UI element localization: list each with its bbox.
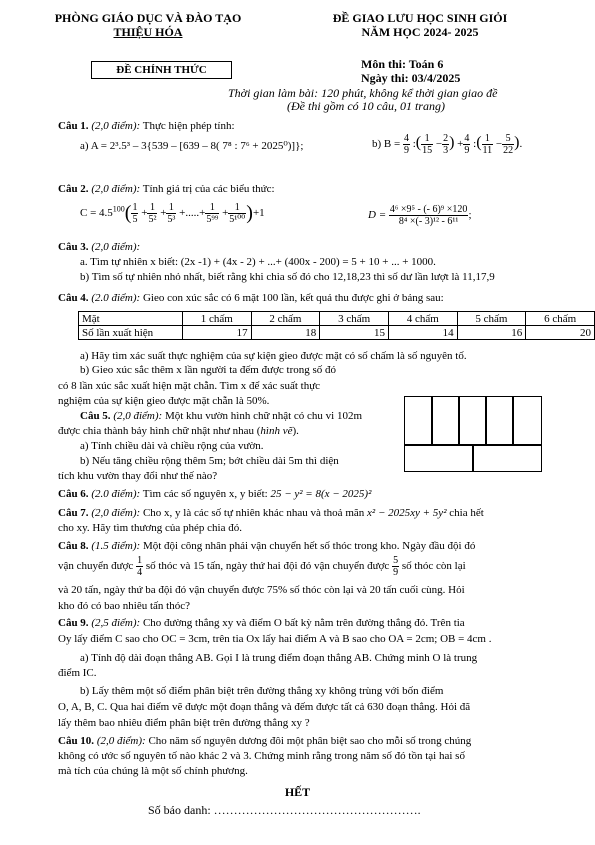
dice-results-table	[78, 311, 595, 340]
candidate-number-field: Số báo danh: …………………………………………….	[148, 803, 421, 817]
question-5b-line2: tích khu vườn thay đổi như thế nào?	[58, 470, 218, 482]
question-5-line2: được chia thành bảy hình chữ nhật như nhau (hình vẽ).	[58, 425, 299, 437]
table-cell: 20	[526, 326, 595, 340]
table-header-cell: 6 chấm	[526, 312, 595, 326]
question-9b-line2: O, A, B, C. Qua hai điểm vẽ được một đoạn thẳng và đếm được tất cả 630 đoạn thẳng. Hỏi đã	[58, 701, 471, 713]
exam-date: Ngày thi: 03/4/2025	[361, 71, 461, 85]
question-10-line1: Câu 10. (2,0 điểm): Cho năm số nguyên dương đôi một phân biệt sao cho mỗi số trong chúng	[58, 735, 472, 747]
question-4b-line3: nghiệm của sự kiện gieo được mặt chẵn là 50%.	[58, 395, 270, 407]
question-7-line1: Câu 7. (2,0 điểm): Cho x, y là các số tự nhiên khác nhau và thoả mãn x² − 2025xy + 5y² chia hết	[58, 507, 484, 519]
garden-plot	[458, 396, 487, 446]
garden-plot	[472, 444, 542, 472]
question-9-line2: Oy lấy điểm C sao cho OC = 3cm, trên tia Ox lấy hai điểm A và B sao cho OA = 2cm; OB = 4cm .	[58, 633, 492, 645]
school-year: NĂM HỌC 2024- 2025	[361, 25, 479, 39]
table-cell: 18	[251, 326, 320, 340]
question-10-line3: mà tích của chúng là một số chính phương.	[58, 765, 248, 777]
question-9b-line3: lấy thêm bao nhiêu điểm phân biệt trên đường thẳng xy ?	[58, 717, 310, 729]
garden-plot	[512, 396, 542, 446]
question-9b-line1: b) Lấy thêm một số điểm phân biệt trên đường thẳng xy không trùng với bốn điểm	[80, 685, 444, 697]
question-4b-line2: có 8 lần xúc sắc xuất hiện mặt chẵn. Tìm x để xác suất thực	[58, 380, 321, 392]
table-cell: 14	[388, 326, 457, 340]
table-cell: 16	[457, 326, 526, 340]
question-4b-line1: b) Gieo xúc sắc thêm x lần người ta đếm được trong số đó	[80, 364, 337, 376]
question-8-line3: và 20 tấn, ngày thứ ba đội đó vận chuyển được 75% số thóc còn lại và 20 tấn cuối cùng. Hỏi	[58, 584, 465, 596]
district-name: THIỆU HÓA	[113, 25, 183, 39]
question-9-line1: Câu 9. (2,5 điểm): Cho đường thẳng xy và điểm O bất kỳ nằm trên đường thẳng đó. Trên tia	[58, 617, 465, 629]
question-7-line2: cho xy. Hãy tìm thương của phép chia đó.	[58, 522, 242, 534]
table-header-row	[79, 312, 595, 326]
question-4-heading: Câu 4. (2.0 điểm): Gieo con xúc sắc có 6 mặt 100 lần, kết quả thu được ghi ở bảng sau:	[58, 292, 444, 304]
pages-note: (Đề thi gồm có 10 câu, 01 trang)	[287, 99, 445, 113]
question-1b: b) B = $\frac{4}{9}$ :( $\frac{1}{15}$ − $\frac{2}{3}$ ) + $\frac{4}{9}$ :( $\frac{1}{11}$ − $\frac{5}{22}$ ).	[372, 133, 523, 156]
question-5b-line1: b) Nếu tăng chiều rộng thêm 5m; bớt chiều dài 5m thì diện	[80, 455, 339, 467]
question-1a: a) A = 2³.5³ – 3{539 – [639 – 8( 7⁸ : 7⁶ + 2025⁰)]};	[80, 140, 304, 152]
garden-plot	[431, 396, 460, 446]
exam-title: ĐỀ GIAO LƯU HỌC SINH GIỎI	[332, 11, 508, 25]
question-2-heading: Câu 2. (2,0 điểm): Tính giá trị của các biểu thức:	[58, 183, 275, 195]
garden-plot	[404, 444, 474, 472]
official-exam-badge: ĐỀ CHÍNH THỨC	[91, 61, 232, 79]
question-2-d: D = $\frac{\text{4⁶ ×9⁵ - (- 6)⁹ ×120}}{\text{8⁴ ×(- 3)¹² - 6¹¹}}$ ;	[368, 204, 472, 227]
table-row	[79, 326, 595, 340]
table-row-label: Số lần xuất hiện	[79, 326, 183, 340]
question-8-line4: kho đó có bao nhiêu tấn thóc?	[58, 600, 190, 612]
table-header-cell: 1 chấm	[182, 312, 251, 326]
question-1-heading: Câu 1. (2,0 điểm): Thực hiện phép tính:	[58, 120, 235, 132]
table-cell: 17	[182, 326, 251, 340]
question-9a-line2: điểm IC.	[58, 667, 97, 679]
question-5-heading: Câu 5. (2,0 điểm): Một khu vườn hình chữ nhật có chu vi 102m	[80, 410, 363, 422]
question-3b: b) Tìm số tự nhiên nhỏ nhất, biết rằng khi chia số đó cho 12,18,23 thì số dư lần lượt là 11,17,9	[80, 271, 495, 283]
table-cell: 15	[320, 326, 389, 340]
department-name: PHÒNG GIÁO DỤC VÀ ĐÀO TẠO	[54, 11, 242, 25]
table-header-cell: 2 chấm	[251, 312, 320, 326]
question-5a: a) Tính chiều dài và chiều rộng của vườn.	[80, 440, 264, 452]
question-3a: a. Tìm tự nhiên x biết: (2x -1) + (4x - 2) + ...+ (400x - 200) = 5 + 10 + ... + 1000.	[80, 256, 436, 268]
question-10-line2: không có ước số nguyên tố nào khác 2 và 3. Chứng minh rằng trong năm số đó tồn tại hai số	[58, 750, 465, 762]
table-header-cell: Mặt	[79, 312, 183, 326]
question-4a: a) Hãy tìm xác suất thực nghiệm của sự kiện gieo được mặt có số chấm là số nguyên tố.	[80, 350, 467, 362]
table-header-cell: 5 chấm	[457, 312, 526, 326]
time-note: Thời gian làm bài: 120 phút, không kể thời gian giao đề	[228, 86, 498, 100]
table-header-cell: 4 chấm	[388, 312, 457, 326]
table-header-cell: 3 chấm	[320, 312, 389, 326]
question-6: Câu 6. (2.0 điểm): Tìm các số nguyên x, y biết: 25 − y² = 8(x − 2025)²	[58, 488, 372, 500]
question-3-heading: Câu 3. (2,0 điểm):	[58, 241, 141, 253]
garden-plot	[485, 396, 514, 446]
subject-label: Môn thi: Toán 6	[361, 57, 444, 71]
garden-plot	[404, 396, 433, 446]
question-8-line2: vận chuyển được $\frac{1}{4}$ số thóc và 15 tấn, ngày thứ hai đội đó vận chuyển được $\frac{5}{9}$ số thóc còn lại	[58, 555, 466, 578]
end-marker: HẾT	[284, 785, 311, 799]
question-8-line1: Câu 8. (1.5 điểm): Một đội công nhân phải vận chuyển hết số thóc trong kho. Ngày đầu đội đó	[58, 540, 476, 552]
question-2-c: $C = 4.5^{100}$( $\frac{1}{5}$ + $\frac{1}{\text{5²}}$ + $\frac{1}{\text{5³}}$ +.....+ $\frac{1}{\text{5⁹⁹}}$ + $\frac{1}{\text{5¹⁰⁰}}$ )+1	[80, 202, 265, 225]
question-9a-line1: a) Tính độ dài đoạn thẳng AB. Gọi I là trung điểm đoạn thẳng AB. Chứng minh O là trung	[80, 652, 478, 664]
